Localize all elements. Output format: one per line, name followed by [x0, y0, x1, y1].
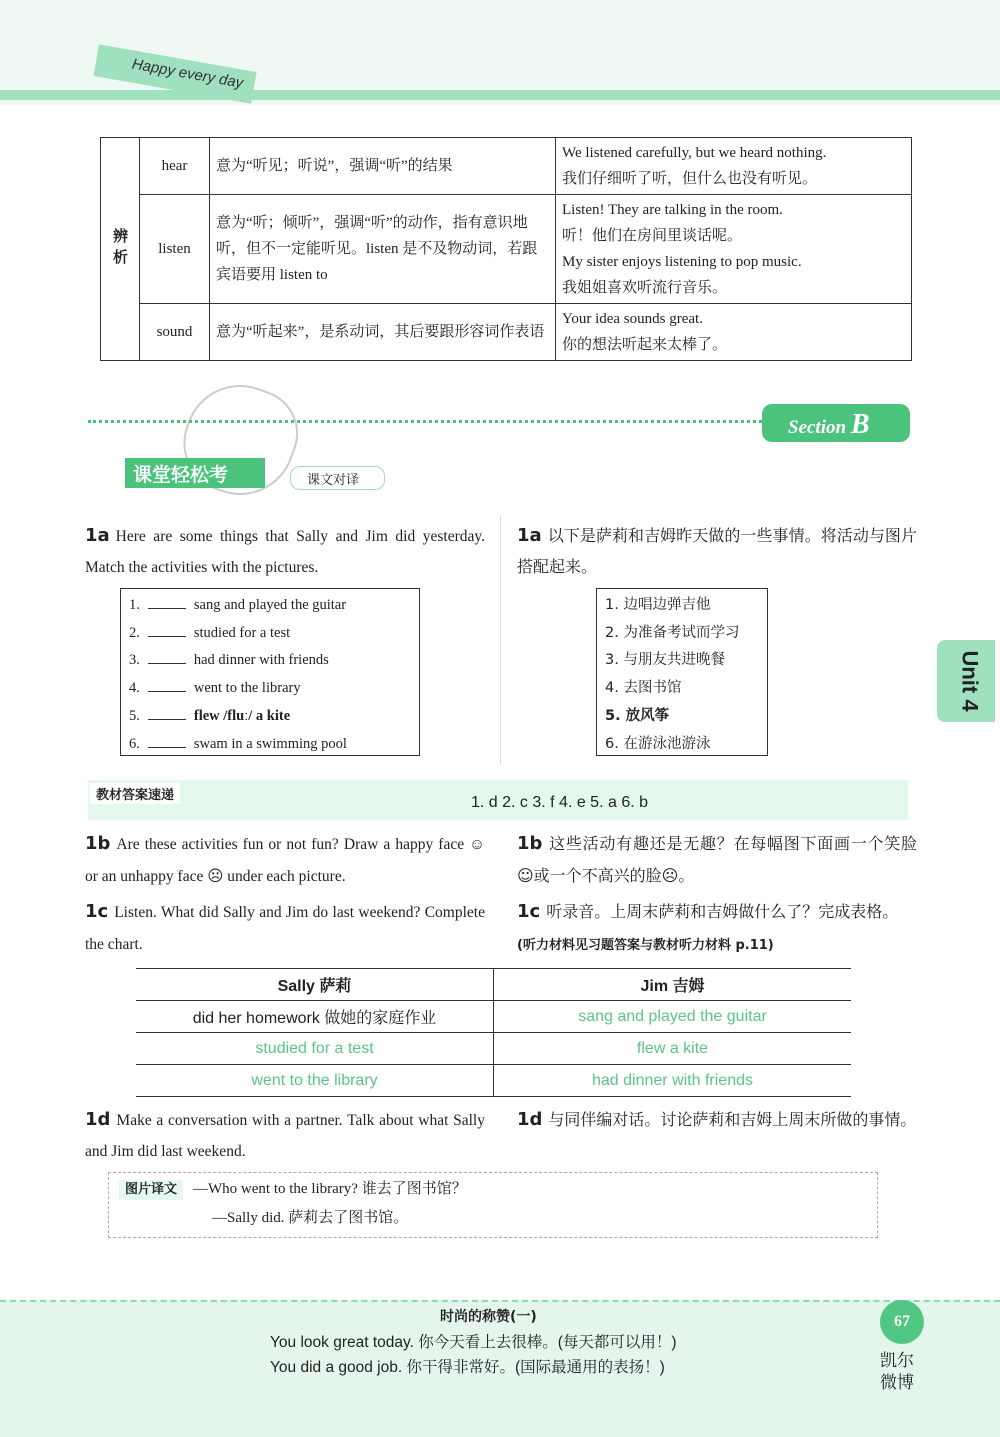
- cell: went to the library: [136, 1065, 494, 1097]
- exercise-1c-en: [85, 896, 485, 961]
- instruction: Here are some things that Sally and Jim did yesterday. Match the activities with the pictures.: [85, 528, 485, 576]
- table-row: [101, 304, 912, 361]
- exercise-1d-zh: [517, 1104, 917, 1135]
- answer-label: 教材答案速递: [90, 783, 180, 804]
- list-item: 1. 边唱边弹吉他: [605, 597, 711, 613]
- exercise-number: 1d: [85, 1109, 111, 1130]
- instruction: Listen. What did Sally and Jim do last weekend? Complete the chart.: [85, 904, 485, 953]
- activity-chart: [136, 968, 851, 1097]
- example: 听！他们在房间里谈话呢。: [562, 228, 743, 244]
- answer-blank[interactable]: [148, 597, 186, 609]
- instruction: 以下是萨莉和吉姆昨天做的一些事情。将活动与图片搭配起来。: [517, 526, 917, 576]
- footer-divider: [0, 1300, 1000, 1302]
- cell: sang and played the guitar: [494, 1001, 852, 1033]
- word: hear: [140, 138, 210, 195]
- dialogue-line: —Sally did. 萨莉去了图书馆。: [212, 1210, 409, 1226]
- list-item: 4. 去图书馆: [605, 680, 682, 697]
- side-label: 辨析: [101, 138, 140, 361]
- cell: flew a kite: [494, 1033, 852, 1065]
- exercise-number: 1b: [85, 833, 111, 854]
- exercise-1a-en: [85, 520, 485, 583]
- footer-tip: [270, 1305, 870, 1380]
- column-divider: [500, 515, 501, 765]
- list-item: 5. flew /fluː/ a kite: [129, 707, 291, 724]
- list-item: 6. swam in a swimming pool: [129, 735, 347, 752]
- table-row: [136, 1065, 851, 1097]
- column-header: Jim 吉姆: [494, 969, 852, 1001]
- list-item: 5. 放风筝: [605, 707, 670, 724]
- example: 我姐姐喜欢听流行音乐。: [562, 280, 728, 296]
- section-b-badge: [762, 404, 910, 442]
- brand-label: 凯尔微博: [880, 1351, 914, 1393]
- stamp: [170, 370, 311, 511]
- example: We listened carefully, but we heard nothing.: [562, 145, 827, 161]
- list-item: 6. 在游泳池游泳: [605, 735, 711, 752]
- cell: studied for a test: [136, 1033, 494, 1065]
- section-label: Section: [788, 417, 847, 438]
- dialogue-line: —Who went to the library? 谁去了图书馆？: [193, 1181, 467, 1197]
- cell: had dinner with friends: [494, 1065, 852, 1097]
- exercise-number: 1d: [517, 1109, 543, 1130]
- list-item: 3. had dinner with friends: [129, 652, 329, 669]
- answer-blank[interactable]: [148, 680, 186, 692]
- cell: did her homework 做她的家庭作业: [136, 1001, 494, 1033]
- word: listen: [140, 195, 210, 304]
- page-number: 67: [880, 1300, 924, 1344]
- exercise-number: 1c: [85, 901, 109, 922]
- word: sound: [140, 304, 210, 361]
- header-band: [0, 90, 1000, 100]
- answer-blank[interactable]: [148, 625, 186, 637]
- list-item: 3. 与朋友共进晚餐: [605, 652, 725, 669]
- instruction: Are these activities fun or not fun? Draw a happy face ☺ or an unhappy face ☹ under each picture.: [85, 836, 485, 885]
- exercise-1b-zh: [517, 828, 917, 892]
- header-banner: Happy every day: [93, 44, 256, 103]
- vocab-table: [100, 137, 912, 361]
- exercise-1a-zh: [517, 520, 917, 582]
- list-item: 4. went to the library: [129, 680, 301, 697]
- example: Your idea sounds great.: [562, 311, 703, 327]
- footer-title: 时尚的称赞(一): [440, 1309, 537, 1325]
- exercise-number: 1c: [517, 901, 541, 922]
- example: 你的想法听起来太棒了。: [562, 337, 728, 353]
- exercise-1c-zh: [517, 896, 927, 962]
- table-header: [136, 969, 851, 1001]
- exercise-number: 1a: [517, 525, 542, 546]
- exercise-number: 1b: [517, 833, 543, 854]
- instruction: 这些活动有趣还是无趣？在每幅图下面画一个笑脸☺或一个不高兴的脸☹。: [517, 834, 917, 885]
- answer-blank[interactable]: [148, 736, 186, 748]
- unit-tab: [937, 640, 995, 722]
- picture-translation-label: 图片译文: [119, 1180, 183, 1200]
- instruction: Make a conversation with a partner. Talk about what Sally and Jim did last weekend.: [85, 1112, 485, 1160]
- section-letter: B: [850, 409, 870, 440]
- picture-translation: [108, 1172, 878, 1238]
- footer-line: You did a good job. 你干得非常好。(国际最通用的表扬！): [270, 1359, 665, 1376]
- table-row: [136, 1001, 851, 1033]
- table-row: [101, 195, 912, 304]
- column-header: Sally 萨莉: [136, 969, 494, 1001]
- list-item: 2. studied for a test: [129, 624, 291, 641]
- meaning: 意为“听起来”，是系动词，其后要跟形容词作表语: [210, 304, 556, 361]
- exercise-1b-en: [85, 828, 485, 893]
- exercise-number: 1a: [85, 525, 110, 546]
- lesson-tag: 课堂轻松考: [125, 458, 265, 488]
- meaning: 意为“听；倾听”，强调“听”的动作，指有意识地听，但不一定能听见。listen 是不及物动词，若跟宾语要用 listen to: [210, 195, 556, 304]
- answer-blank[interactable]: [148, 708, 186, 720]
- note: (听力材料见习题答案与教材听力材料 p.11): [517, 938, 774, 953]
- activity-list-zh: [596, 588, 768, 756]
- answer-text: 1. d 2. c 3. f 4. e 5. a 6. b: [471, 794, 648, 811]
- example: 我们仔细听了听，但什么也没有听见。: [562, 171, 818, 187]
- list-item: 1. sang and played the guitar: [129, 597, 347, 613]
- instruction: 听录音。上周末萨莉和吉姆做什么了？完成表格。: [546, 902, 899, 921]
- example: My sister enjoys listening to pop music.: [562, 254, 802, 270]
- list-item: 2. 为准备考试而学习: [605, 624, 740, 641]
- activity-list-en: [120, 588, 420, 756]
- meaning: 意为“听见；听说”，强调“听”的结果: [210, 138, 556, 195]
- unit-label: Unit 4: [957, 650, 983, 712]
- instruction: 与同伴编对话。讨论萨莉和吉姆上周末所做的事情。: [548, 1110, 917, 1129]
- subtag: 课文对译: [290, 466, 385, 490]
- footer-line: You look great today. 你今天看上去很棒。(每天都可以用！): [270, 1334, 677, 1351]
- exercise-1d-en: [85, 1104, 485, 1167]
- example: Listen! They are talking in the room.: [562, 202, 783, 218]
- table-row: [101, 138, 912, 195]
- answer-blank[interactable]: [148, 652, 186, 664]
- table-row: [136, 1033, 851, 1065]
